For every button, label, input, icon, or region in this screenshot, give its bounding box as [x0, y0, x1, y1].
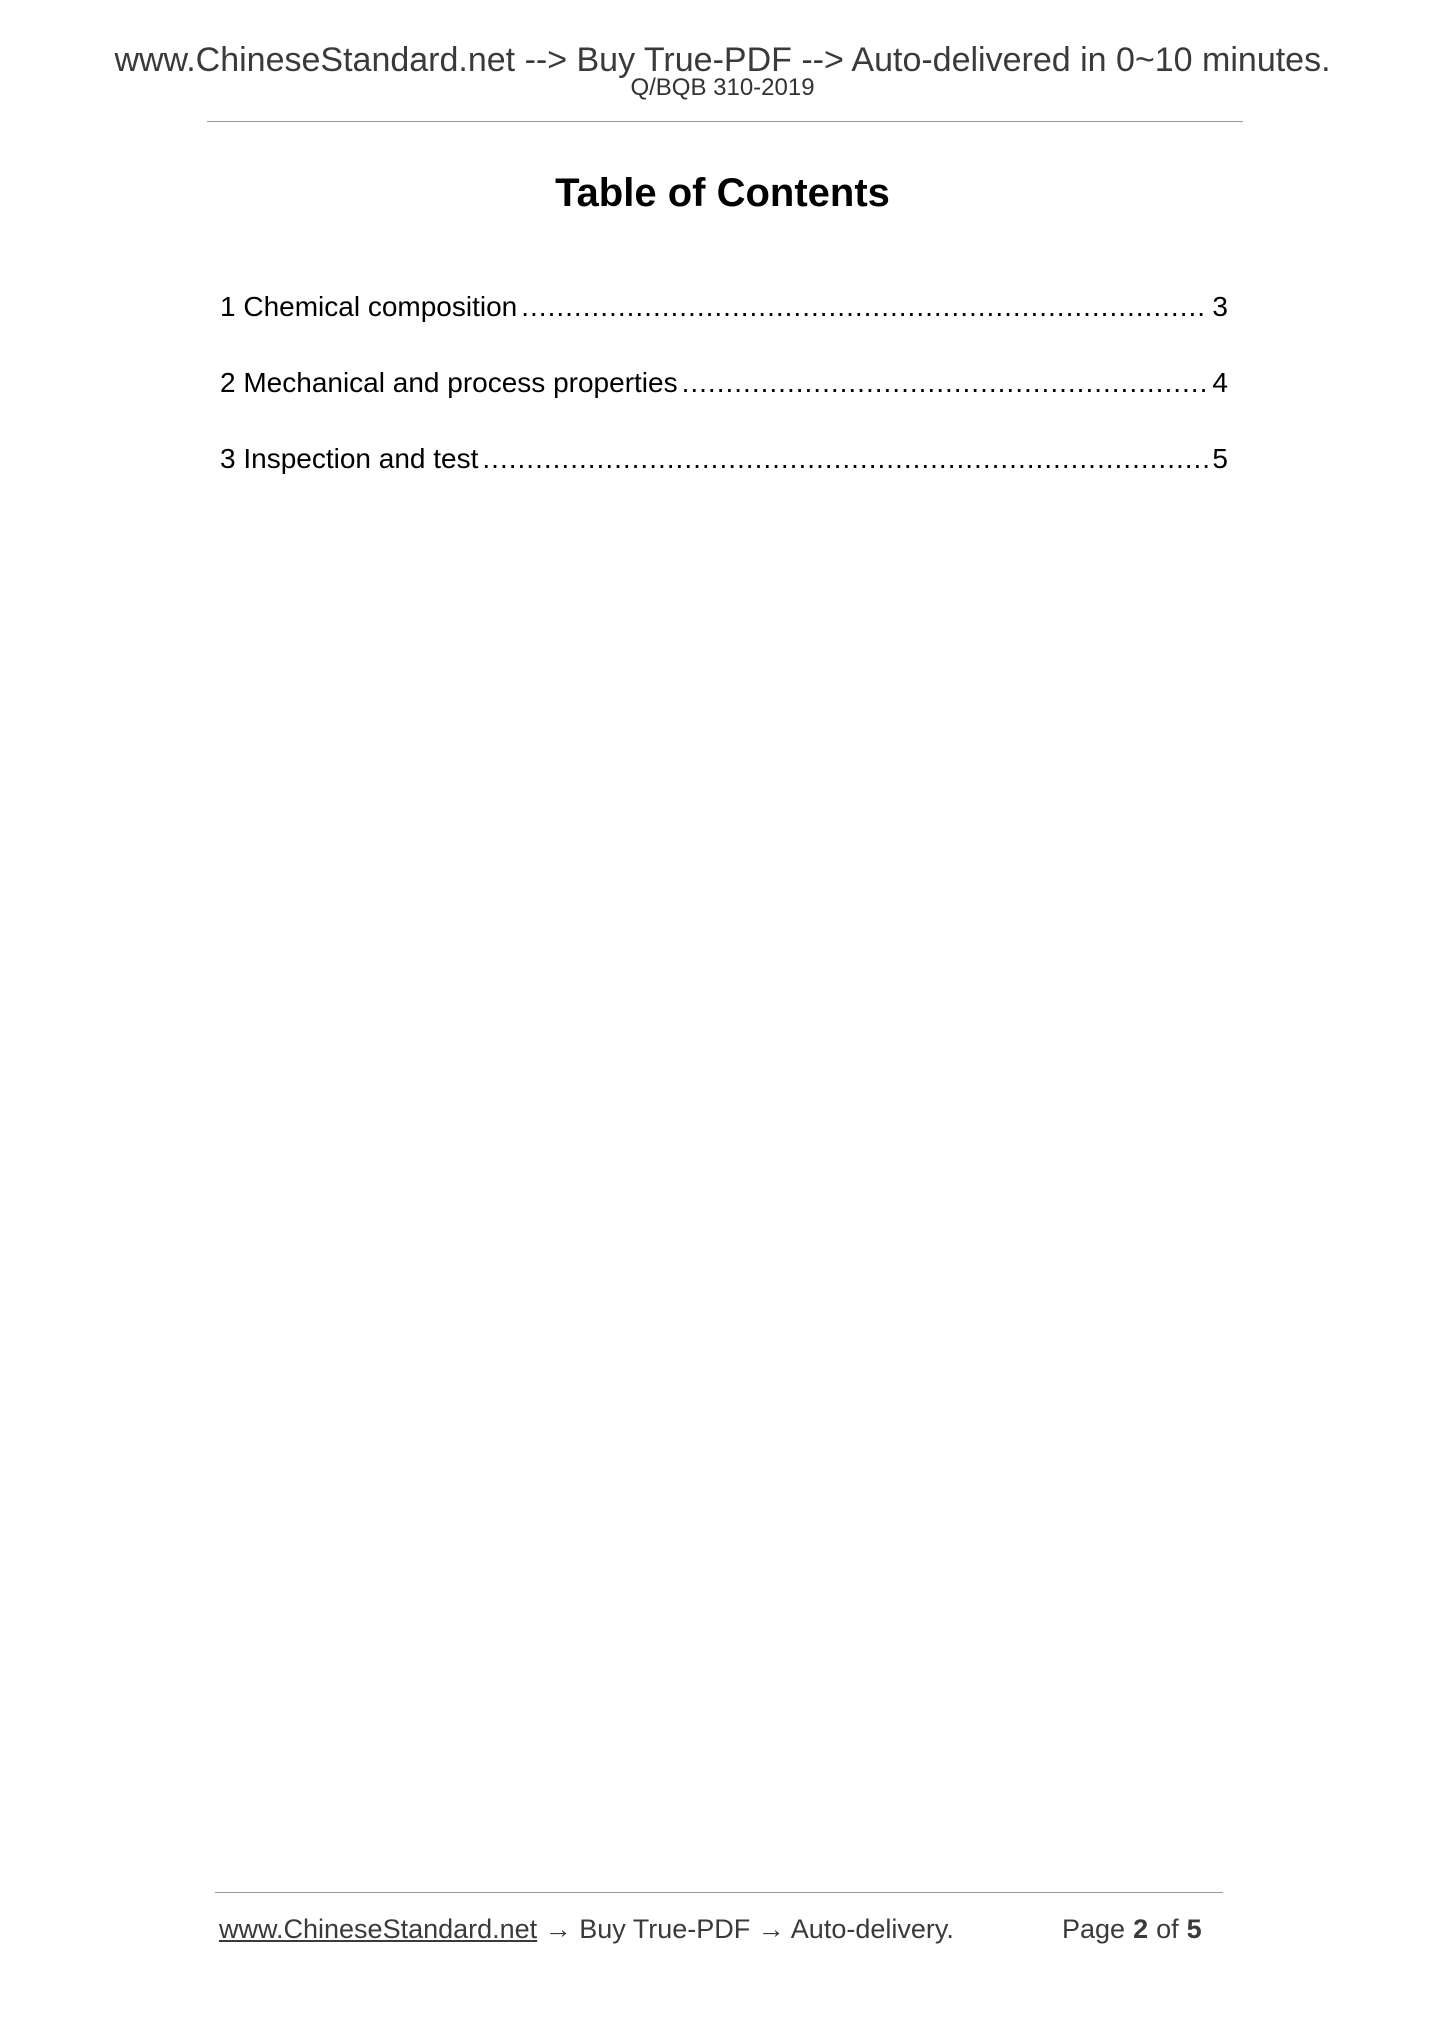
toc-entry-inspection-and-test[interactable] — [220, 442, 1228, 476]
arrow-right-icon: → — [757, 1914, 785, 1944]
toc-dot-leader — [521, 290, 1208, 324]
current-page-number: 2 — [1133, 1914, 1149, 1944]
toc-entry-chemical-composition[interactable] — [220, 290, 1228, 324]
page-title: Table of Contents — [555, 171, 890, 215]
document-code: Q/BQB 310-2019 — [630, 74, 815, 101]
toc-entry-mechanical-properties[interactable] — [220, 366, 1228, 400]
toc-entry-page: 4 — [1212, 367, 1228, 398]
footer-buy-text: Buy True-PDF — [579, 1914, 751, 1944]
of-word: of — [1156, 1914, 1179, 1944]
header-banner: www.ChineseStandard.net --> Buy True-PDF --> Auto-delivered in 0~10 minutes. — [114, 41, 1331, 79]
page-word: Page — [1062, 1914, 1126, 1944]
footer-delivery-text: Auto-delivery. — [790, 1914, 954, 1944]
toc-entry-page: 3 — [1212, 291, 1228, 322]
footer-divider — [215, 1892, 1223, 1893]
footer-promo — [219, 1912, 954, 1946]
toc-entry-label: 2 Mechanical and process properties — [220, 367, 678, 398]
arrow-right-icon: → — [544, 1914, 572, 1944]
toc-entry-page: 5 — [1212, 443, 1228, 474]
toc-entry-label: 3 Inspection and test — [220, 443, 479, 474]
toc-entry-label: 1 Chemical composition — [220, 291, 518, 322]
toc-dot-leader — [682, 366, 1209, 400]
toc-dot-leader — [482, 442, 1208, 476]
header-divider — [207, 121, 1243, 122]
total-pages-number: 5 — [1186, 1914, 1202, 1944]
table-of-contents — [220, 290, 1228, 518]
page-indicator — [1062, 1912, 1202, 1946]
footer-website-link[interactable]: www.ChineseStandard.net — [219, 1914, 538, 1944]
